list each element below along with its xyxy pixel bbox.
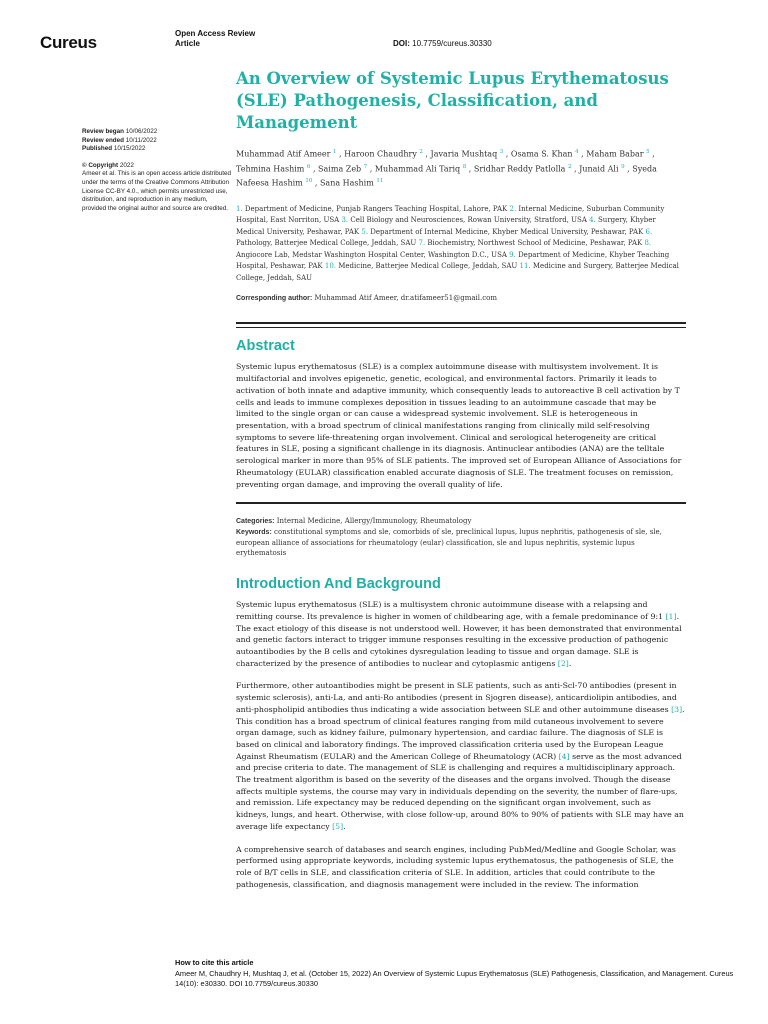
introduction-heading: Introduction And Background [236, 576, 441, 593]
affiliation-text: Angiocore Lab, Medstar Washington Hospital Center, Washington D.C., USA [236, 250, 510, 259]
intro-paragraph-1: Systemic lupus erythematosus (SLE) is a multisystem chronic autoimmune disease with a relapsing and remitting course. Its prevalence is higher in women of childbearing age, with a female predominance of 9:1 [1]. The exact etiology of this disease is not understood well. However, it has been demonstrated that environmental and genetic factors interact to trigger immune responses resulting in the excessive production of pathogenic autoantibodies by the B cells and cytokines dysregulation leading to tissue and organ damage. SLE is characterized by the presence of antibodies to nuclear and cytoplasmic antigens [2]. [236, 600, 682, 668]
article-type-line2: Article [175, 39, 200, 48]
author-affiliation-number: 2 [568, 163, 572, 170]
cureus-logo: Cureus [40, 33, 97, 52]
affiliation-text: Internal Medicine, Suburban Community Hospital, East Norriton, USA [236, 204, 665, 225]
copyright: © Copyright 2022 [82, 161, 134, 169]
author-name[interactable]: Maham Babar [586, 149, 647, 159]
divider [236, 502, 686, 504]
author-affiliation-number: 9 [621, 163, 625, 170]
author-name[interactable]: Muhammad Atif Ameer [236, 149, 333, 159]
intro-paragraph-2: Furthermore, other autoantibodies might be present in SLE patients, such as anti-Scl-70 antibodies (present in systemic sclerosis), anti-La, and anti-Ro antibodies (present in Sjogren disease), anticardiolipin antibodies, and anti-phospholipid antibodies thus indicating a wide association between SLE and other autoimmune diseases [3]. This condition has a broad spectrum of clinical features ranging from mild cutaneous involvement to severe organ damage, such as kidney failure, pulmonary hypertension, and cardiac failure. The diagnosis of SLE is based on clinical and laboratory findings. The improved classification criteria used by the European League Against Rheumatism (EULAR) and the American College of Rheumatology (ACR) [4] serve as the most advanced and precise criteria to date. The management of SLE is challenging and requires a multidisciplinary approach. The treatment algorithm is based on the severity of the diseases and the organs involved. Though the disease affects multiple systems, the course may vary in individuals depending on the severity, the number of flare-ups, and remission. Life expectancy may be reduced depending on the significant organ involvement, such as kidneys, lungs, and heart. Otherwise, with close follow-up, around 80% to 90% of patients with SLE may have an average life expectancy [5]. [236, 681, 685, 831]
license-text: Ameer et al. This is an open access article distributed under the terms of the Creative Commons Attribution License CC-BY 4.0., which permits unrestricted use, distribution, and reproduction in any medium, provided the original author and source are credited. [82, 170, 231, 212]
author-name[interactable]: Javaria Mushtaq [430, 149, 500, 159]
author-name[interactable]: Muhammad Ali Tariq [374, 164, 463, 174]
author-affiliation-number: 11 [376, 178, 384, 185]
author-affiliation-number: 1 [332, 149, 337, 155]
citation-label: How to cite this article [175, 958, 254, 967]
affiliation-number: 1. [236, 204, 245, 213]
affiliation-number: 2. [509, 204, 519, 213]
affiliation-text: Surgery, Khyber Medical University, Peshawar, PAK [236, 216, 656, 236]
corresponding-author: Corresponding author: Muhammad Atif Ameer, dr.atifameer51@gmail.com [236, 294, 497, 303]
affiliation-text: Department of Medicine, Punjab Rangers Teaching Hospital, Lahore, PAK [244, 204, 510, 213]
author-affiliation-number: 7 [363, 163, 368, 170]
intro-paragraph-3: A comprehensive search of databases and search engines, including PubMed/Medline and Google Scholar, was performed using appropriate keywords, including systemic lupus erythematosus, the pathogenesis of SLE, the role of B/T cells in SLE, and classification criteria of SLE. In addition, articles that could contribute to the pathogenesis, classification, and diagnosis management were included in the review. The information [236, 844, 676, 889]
doi-label: DOI: [393, 39, 410, 48]
reference-link[interactable]: [4] [558, 751, 570, 761]
author-affiliation-number: 2 [419, 149, 423, 155]
reference-link[interactable]: [3] [671, 704, 683, 714]
reference-link[interactable]: [1] [665, 611, 677, 621]
author-name[interactable]: Syeda Nafeesa Hashim [236, 164, 657, 188]
categories-block [236, 516, 686, 558]
affiliation-text: Pathology, Batterjee Medical College, Jeddah, SAU [236, 239, 419, 248]
affiliation-text: Department of Internal Medicine, Khyber Medical University, Peshawar, PAK [370, 227, 646, 236]
author-name[interactable]: Tehmina Hashim [236, 164, 307, 174]
author-affiliation-number: 5 [646, 149, 650, 155]
author-affiliation-number: 6 [306, 163, 311, 170]
author-name[interactable]: Saima Zeb [318, 164, 364, 174]
citation-footer [175, 958, 735, 990]
divider [236, 327, 686, 328]
author-list: Muhammad Atif Ameer $^1$ , Haroon Chaudhry $^2$ , Javaria Mushtaq $^3$ , Osama S. Khan $^4$ , Maham Babar $^5$ , Tehmina Hashim $^6$ , Saima Zeb $^7$ , Muhammad Ali Tariq $^8$ , Sridhar Reddy Patlolla $^2$ , Junaid Ali $^9$ , Syeda Nafeesa Hashim $^{10}$ , Sana Hashim $^{11}$ [236, 149, 657, 188]
affiliation-text: Cell Biology and Neurosciences, Rowan University, Stratford, USA [350, 216, 590, 225]
affiliation-text: Medicine and Surgery, Batterjee Medical College, Jeddah, SAU [236, 262, 679, 282]
affiliation-number: 7. [418, 239, 428, 248]
main-content [236, 68, 686, 890]
author-name[interactable]: Junaid Ali [579, 164, 622, 174]
affiliation-number: 10. [324, 262, 339, 271]
author-affiliation-number: 8 [462, 163, 467, 170]
affiliation-text: Biochemistry, Northwest School of Medicine, Peshawar, PAK [427, 239, 645, 248]
author-name[interactable]: Haroon Chaudhry [344, 149, 420, 159]
affiliation-number: 4. [589, 216, 599, 225]
abstract-text: Systemic lupus erythematosus (SLE) is a complex autoimmune disease with multisystem involvement. It is multifactorial and involves epigenetic, genetic, ecological, and environmental factors. Primarily it leads to activation of both innate and adaptive immunity, which consequently leads to autoreactive B cell activation by T cells and leads to immune complexes deposition in tissues leading to an autoimmune cascade that may be limited to the single organ or can cause a widespread systemic involvement. SLE is heterogeneous in presentation, with a broad spectrum of clinical manifestations ranging from clinically mild self-resolving symptoms to severe life-threatening organ involvement. Clinical and serological heterogeneity are critical features in SLE, posing a significant challenge in its diagnosis. Antinuclear antibodies (ANA) are the telltale serological marker in more than 95% of SLE patients. The improved set of European Alliance of Associations for Rheumatology (EULAR) classification enabled accurate diagnosis of SLE. The treatment focuses on remission, preventing organ damage, and improving the overall quality of life. [236, 362, 682, 489]
doi-value: 10.7759/cureus.30330 [412, 39, 492, 48]
keywords: Keywords: constitutional symptoms and sle, comorbids of sle, preclinical lupus, lupus nephritis, pathogenesis of sle, sle, european alliance of associations for rheumatology (eular) classification, sle and lupus nephritis, systemic lupus erythematosis [236, 528, 662, 558]
author-affiliation-number: 3 [499, 149, 504, 155]
categories: Categories: Internal Medicine, Allergy/Immunology, Rheumatology [236, 517, 472, 526]
affiliations [236, 204, 686, 285]
affiliation-number: 9. [509, 250, 519, 259]
abstract-heading: Abstract [236, 338, 295, 355]
reference-link[interactable]: [5] [332, 821, 344, 831]
author-name[interactable]: Sana Hashim [319, 178, 377, 188]
affiliation-number: 8. [644, 239, 652, 248]
author-affiliation-number: 10 [305, 178, 313, 185]
author-name[interactable]: Osama S. Khan [510, 149, 576, 159]
author-affiliation-number: 4 [575, 149, 579, 155]
reference-link[interactable]: [2] [557, 658, 569, 668]
article-type [175, 29, 255, 49]
affiliation-number: 6. [645, 227, 653, 236]
author-name[interactable]: Sridhar Reddy Patlolla [473, 164, 568, 174]
citation-text: Ameer M, Chaudhry H, Mushtaq J, et al. (October 15, 2022) An Overview of Systemic Lupus Erythematosus (SLE) Pathogenesis, Classification, and Management. Cureus 14(10): e30330. DOI 10.7759/cureus.30330 [175, 968, 734, 988]
article-type-line1: Open Access Review [175, 29, 256, 38]
affiliation-number: 5. [361, 227, 371, 236]
affiliation-text: Department of Medicine, Khyber Teaching Hospital, Peshawar, PAK [236, 250, 670, 271]
article-title: An Overview of Systemic Lupus Erythematosus (SLE) Pathogenesis, Classification, and Management [236, 69, 669, 132]
affiliation-number: 11. [519, 262, 533, 271]
published-date: Published 10/15/2022 [82, 145, 146, 153]
divider [236, 322, 686, 324]
sidebar [82, 128, 232, 213]
corresponding-author-link[interactable]: Muhammad Atif Ameer, dr.atifameer51@gmail.com [314, 294, 497, 303]
review-ended: Review ended 10/11/2022 [82, 136, 157, 144]
affiliation-text: Medicine, Batterjee Medical College, Jeddah, SAU [338, 262, 520, 271]
review-began: Review began 10/06/2022 [82, 128, 158, 135]
affiliation-number: 3. [341, 216, 351, 225]
doi [393, 39, 492, 48]
